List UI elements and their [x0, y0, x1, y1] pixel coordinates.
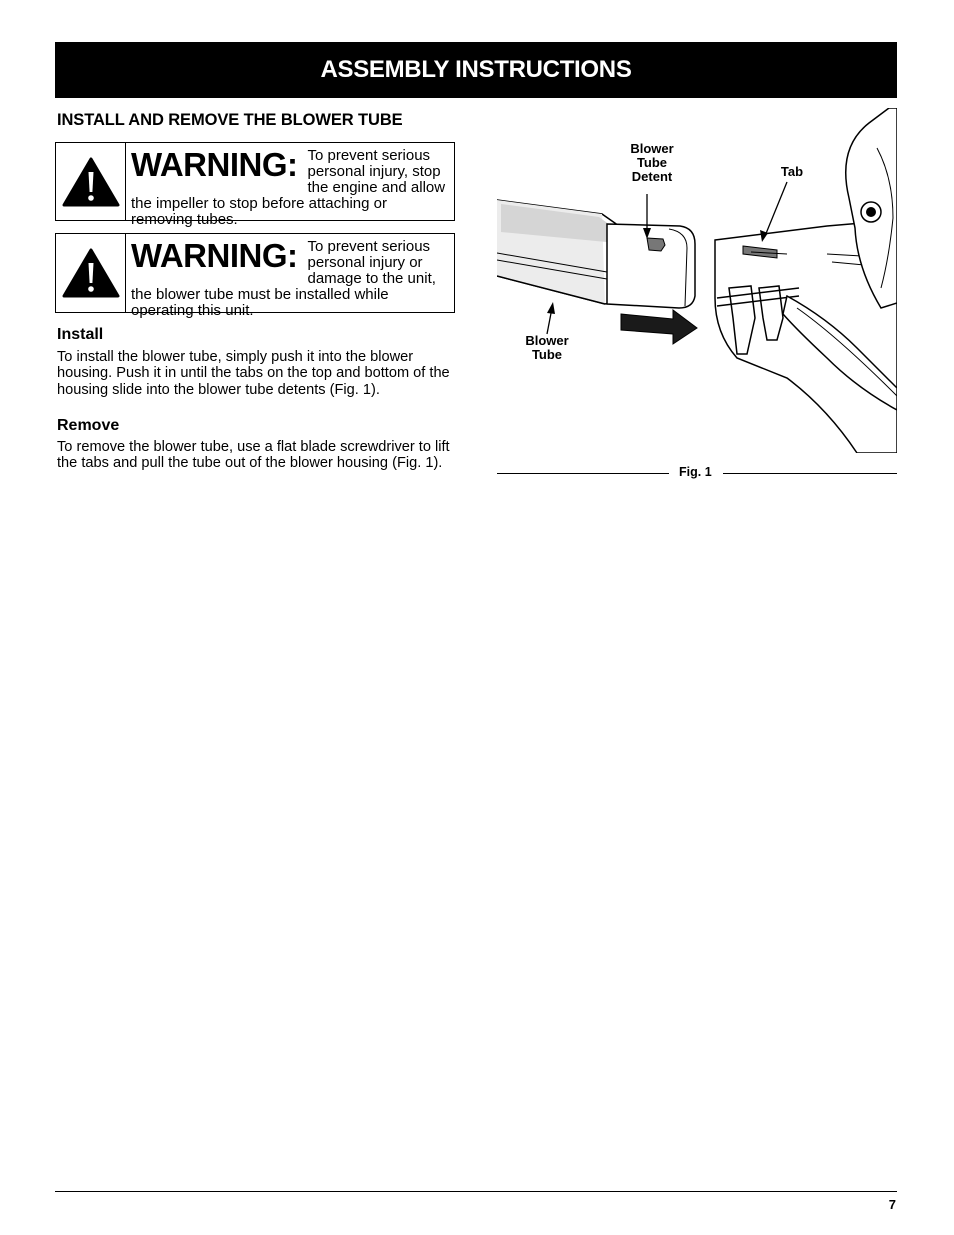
- section-title: INSTALL AND REMOVE THE BLOWER TUBE: [57, 111, 403, 129]
- figure-rule-right: [723, 473, 897, 474]
- label-blower-tube-detent: [615, 142, 689, 184]
- remove-heading: Remove: [57, 417, 120, 434]
- warning-triangle-icon: [56, 143, 126, 220]
- page-title: ASSEMBLY INSTRUCTIONS: [320, 56, 632, 83]
- figure-rule-left: [497, 473, 669, 474]
- warning-triangle-icon: [56, 234, 126, 312]
- install-heading: Install: [57, 326, 104, 343]
- figure-caption: Fig. 1: [679, 465, 712, 479]
- warning-box-2: [55, 233, 455, 319]
- section-banner: [55, 42, 897, 98]
- remove-text: To remove the blower tube, use a flat blade screwdriver to lift the tabs and pull the tube out of the blower housing (Fig. 1).: [57, 439, 450, 472]
- warning-heading: WARNING:: [131, 237, 298, 274]
- label-line: Blower: [525, 333, 569, 348]
- label-line: Detent: [631, 169, 673, 184]
- blower-tube-diagram: [497, 108, 897, 453]
- warning-text: To prevent serious personal injury or damage to the unit, the blower tube must be installed while operating this unit.: [131, 238, 436, 319]
- install-text: To install the blower tube, simply push it into the blower housing. Push it in until the tabs on the top and bottom of the housing slide into the blower tube detents (Fig. 1).: [57, 349, 450, 398]
- warning-text: To prevent serious personal injury, stop the engine and allow the impeller to stop before attaching or removing tubes.: [131, 147, 446, 228]
- warning-body-2: [126, 234, 454, 319]
- warning-box-1: [55, 142, 455, 228]
- page-number: 7: [888, 1197, 896, 1212]
- footer-rule: [55, 1191, 897, 1192]
- figure-1-illustration: [497, 108, 897, 453]
- label-tab: Tab: [780, 164, 804, 179]
- warning-body-1: [126, 143, 454, 228]
- warning-heading: WARNING:: [131, 146, 298, 183]
- label-line: Tube: [636, 155, 668, 170]
- label-line: Blower: [630, 141, 674, 156]
- label-blower-tube: [514, 334, 580, 362]
- label-line: Tube: [531, 347, 563, 362]
